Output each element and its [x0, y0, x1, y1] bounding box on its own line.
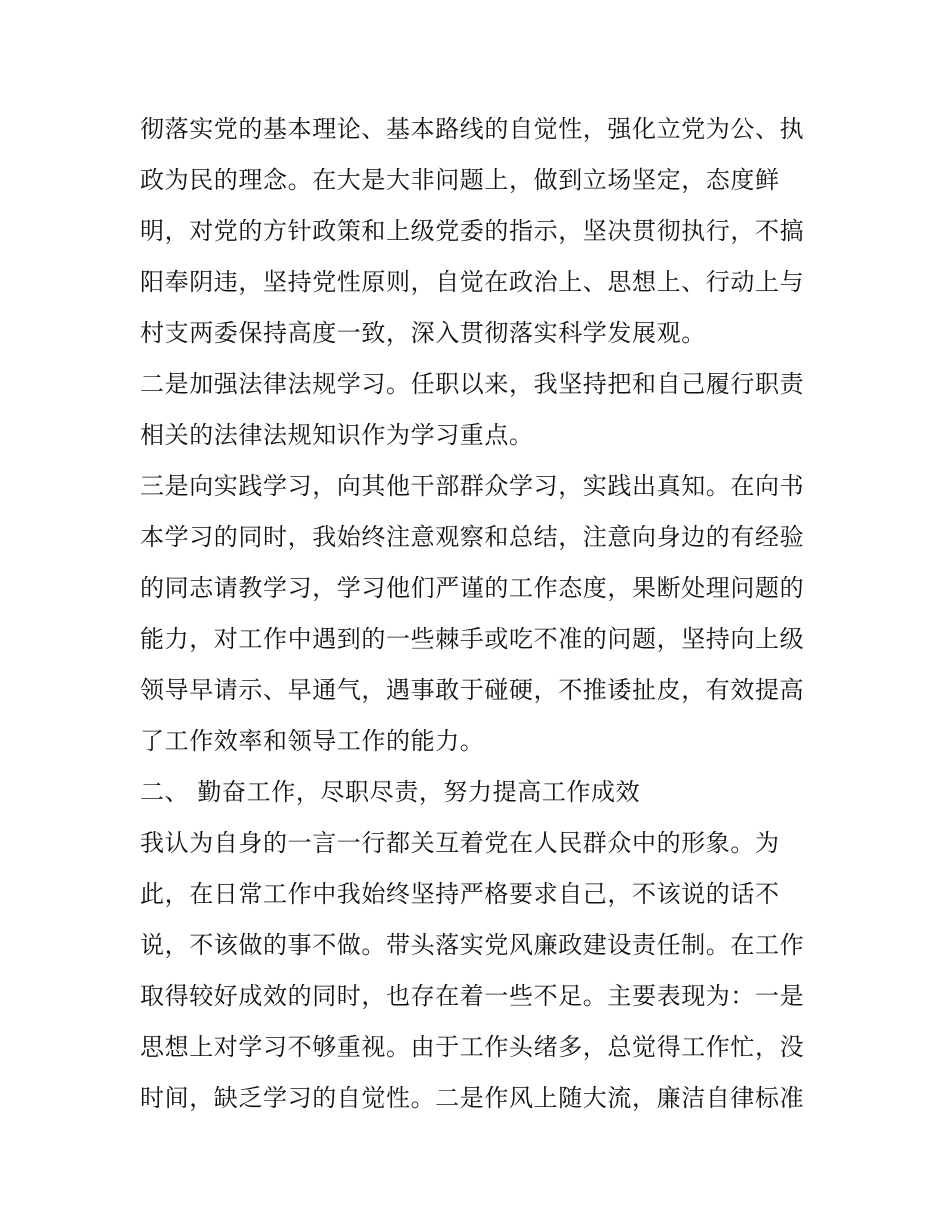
- text-line: 取得较好成效的同时，也存在着一些不足。主要表现为：一是: [140, 982, 805, 1010]
- text-line: 此，在日常工作中我始终坚持严格要求自己，不该说的话不: [140, 880, 780, 908]
- text-line: 本学习的同时，我始终注意观察和总结，注意向身边的有经验: [140, 523, 805, 551]
- text-line: 时间，缺乏学习的自觉性。二是作风上随大流，廉洁自律标准: [140, 1084, 805, 1112]
- text-line: 思想上对学习不够重视。由于工作头绪多，总觉得工作忙，没: [140, 1033, 805, 1061]
- text-line: 我认为自身的一言一行都关互着党在人民群众中的形象。为: [140, 829, 780, 857]
- text-line: 政为民的理念。在大是大非问题上，做到立场坚定，态度鲜: [140, 166, 780, 194]
- text-line: 说，不该做的事不做。带头落实党风廉政建设责任制。在工作: [140, 931, 805, 959]
- document-body: [140, 104, 820, 1124]
- text-line: 二是加强法律法规学习。任职以来，我坚持把和自己履行职责: [140, 370, 805, 398]
- text-line: 领导早请示、早通气，遇事敢于碰硬，不推诿扯皮，有效提高: [140, 676, 805, 704]
- text-line: 彻落实党的基本理论、基本路线的自觉性，强化立党为公、执: [140, 115, 805, 143]
- text-line: 明，对党的方针政策和上级党委的指示，坚决贯彻执行，不搞: [140, 217, 805, 245]
- text-line: 相关的法律法规知识作为学习重点。: [140, 421, 534, 449]
- text-line: 了工作效率和领导工作的能力。: [140, 727, 485, 755]
- text-line: 能力，对工作中遇到的一些棘手或吃不准的问题，坚持向上级: [140, 625, 805, 653]
- text-line: 阳奉阴违，坚持党性原则，自觉在政治上、思想上、行动上与: [140, 268, 805, 296]
- text-line: 的同志请教学习，学习他们严谨的工作态度，果断处理问题的: [140, 574, 805, 602]
- text-line: 三是向实践学习，向其他干部群众学习，实践出真知。在向书: [140, 472, 805, 500]
- section-heading: 二、 勤奋工作，尽职尽责，努力提高工作成效: [140, 778, 641, 806]
- text-line: 村支两委保持高度一致，深入贯彻落实科学发展观。: [140, 319, 706, 347]
